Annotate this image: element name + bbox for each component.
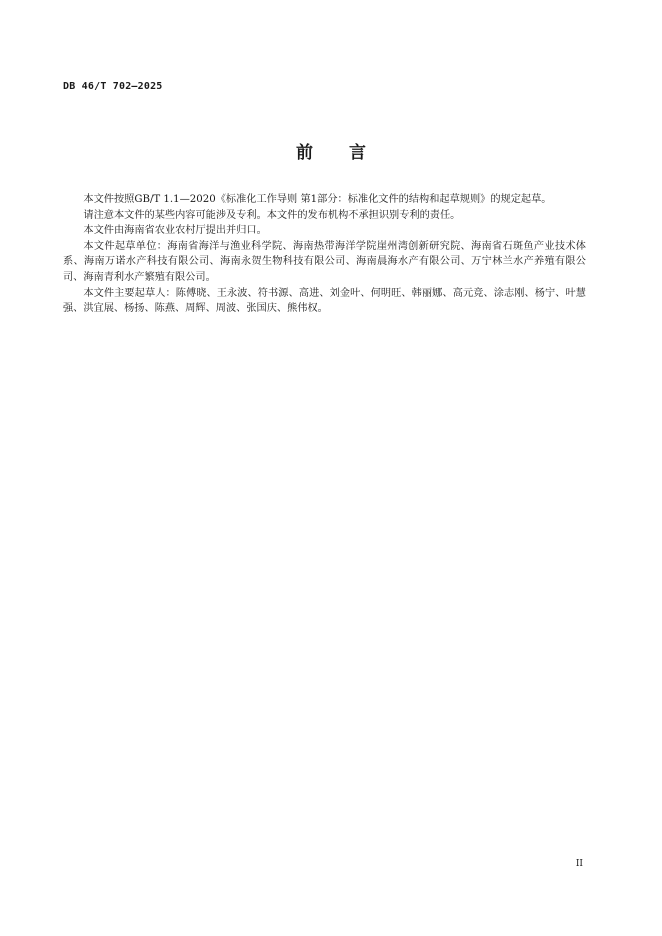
page-title-char-1: 前 [296,143,313,163]
paragraph-patent-notice: 请注意本文件的某些内容可能涉及专利。本文件的发布机构不承担识别专利的责任。 [83,209,461,221]
foreword-body [63,192,586,317]
page-title-char-2: 言 [349,143,366,163]
paragraph-drafting-basis: 本文件按照GB/T 1.1—2020《标准化工作导则 第1部分：标准化文件的结构和起草规则》的规定起草。 [83,194,552,205]
paragraph-drafting-units: 本文件起草单位：海南省海洋与渔业科学院、海南热带海洋学院崖州湾创新研究院、海南省石斑鱼产业技术体系、海南万诺水产科技有限公司、海南永贺生物科技有限公司、海南晨海水产有限公司、万宁林兰水产养殖有限公司、海南青利水产繁殖有限公司。 [63,240,586,283]
page-number: II [575,859,583,869]
document-code: DB 46/T 702—2025 [63,81,163,92]
page-title [0,138,662,163]
paragraph-main-drafters: 本文件主要起草人：陈傅晓、王永波、符书源、高进、刘金叶、何明旺、韩丽娜、高元竞、涂志刚、杨宁、叶慧强、洪宜展、杨扬、陈燕、周辉、周波、张国庆、熊伟权。 [63,287,586,315]
paragraph-proposer: 本文件由海南省农业农村厅提出并归口。 [83,225,267,237]
